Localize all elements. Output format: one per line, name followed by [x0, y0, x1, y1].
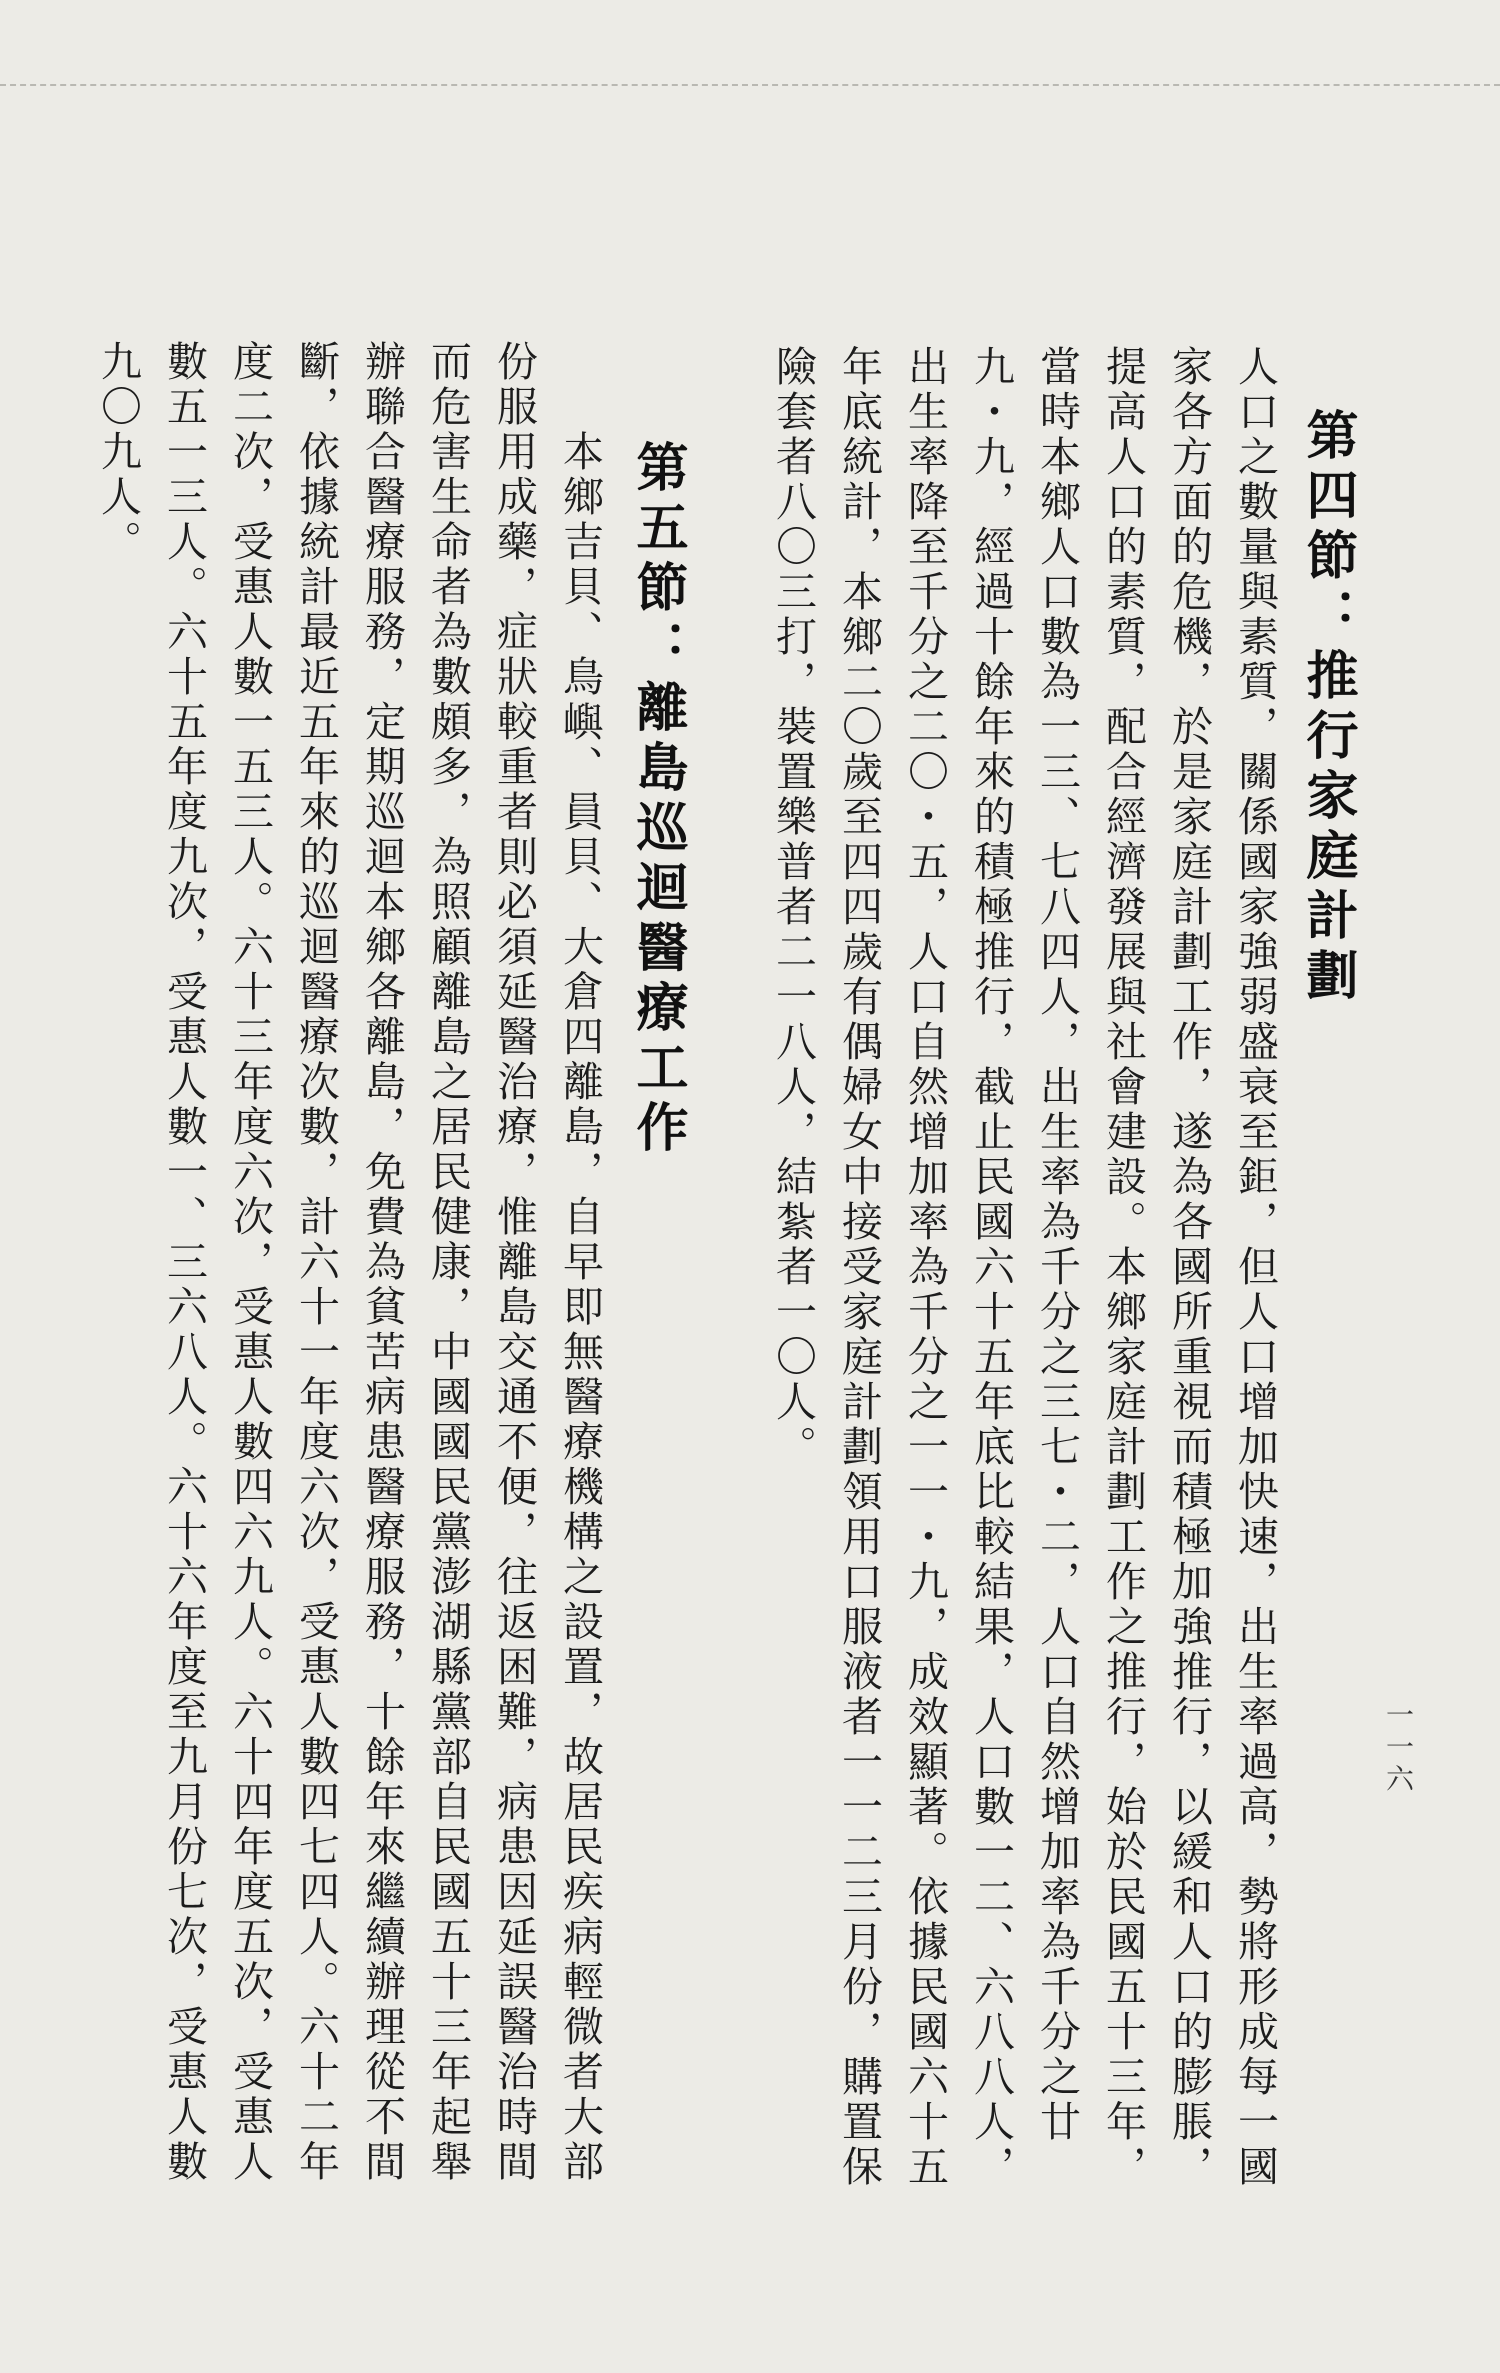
section-4-body: 人口之數量與素質，關係國家強弱盛衰至鉅，但人口增加快速，出生率過高，勢將形成每一國家各方面的危機，於是家庭計劃工作，遂為各國所重視而積極加強推行，以緩和人口的膨脹，提高人口的素質，配合經濟發展與社會建設。本鄉家庭計劃工作之推行，始於民國五十三年，當時本鄉人口數為一三、七八四人，出生率為千分之三七・二，人口自然增加率為千分之廿九・九，經過十餘年來的積極推行，截止民國六十五年底比較結果，人口數一二、六八八人，出生率降至千分之二〇・五，人口自然增加率為千分之一一・九，成效顯著。依據民國六十五年底統計，本鄉二〇歲至四四歲有偶婦女中接受家庭計劃領用口服液者一一二三月份，購置保險套者八〇三打，裝置樂普者二一八人，結紮者一〇人。: [769, 345, 1279, 2190]
section-5-heading: 第五節：離島巡迴醫療工作: [627, 440, 688, 1160]
page-number: 一一六: [1382, 1700, 1415, 1796]
section-4-heading: 第四節：推行家庭計劃: [1297, 408, 1358, 1008]
section-5-body: 本鄉吉貝、鳥嶼、員貝、大倉四離島，自早即無醫療機構之設置，故居民疾病輕微者大部份服用成藥，症狀較重者則必須延醫治療，惟離島交通不便，往返困難，病患因延誤醫治時間而危害生命者為數頗多，為照顧離島之居民健康，中國國民黨澎湖縣黨部自民國五十三年起舉辦聯合醫療服務，定期巡迴本鄉各離島，免費為貧苦病患醫療服務，十餘年來繼續辦理從不間斷，依據統計最近五年來的巡迴醫療次數，計六十一年度六次，受惠人數四七四人。六十二年度二次，受惠人數一五三人。六十三年度六次，受惠人數四六九人。六十四年度五次，受惠人數五一三人。六十五年度九次，受惠人數一、三六八人。六十六年度至九月份七次，受惠人數九〇九人。: [94, 340, 604, 2185]
top-divider: [0, 84, 1500, 86]
